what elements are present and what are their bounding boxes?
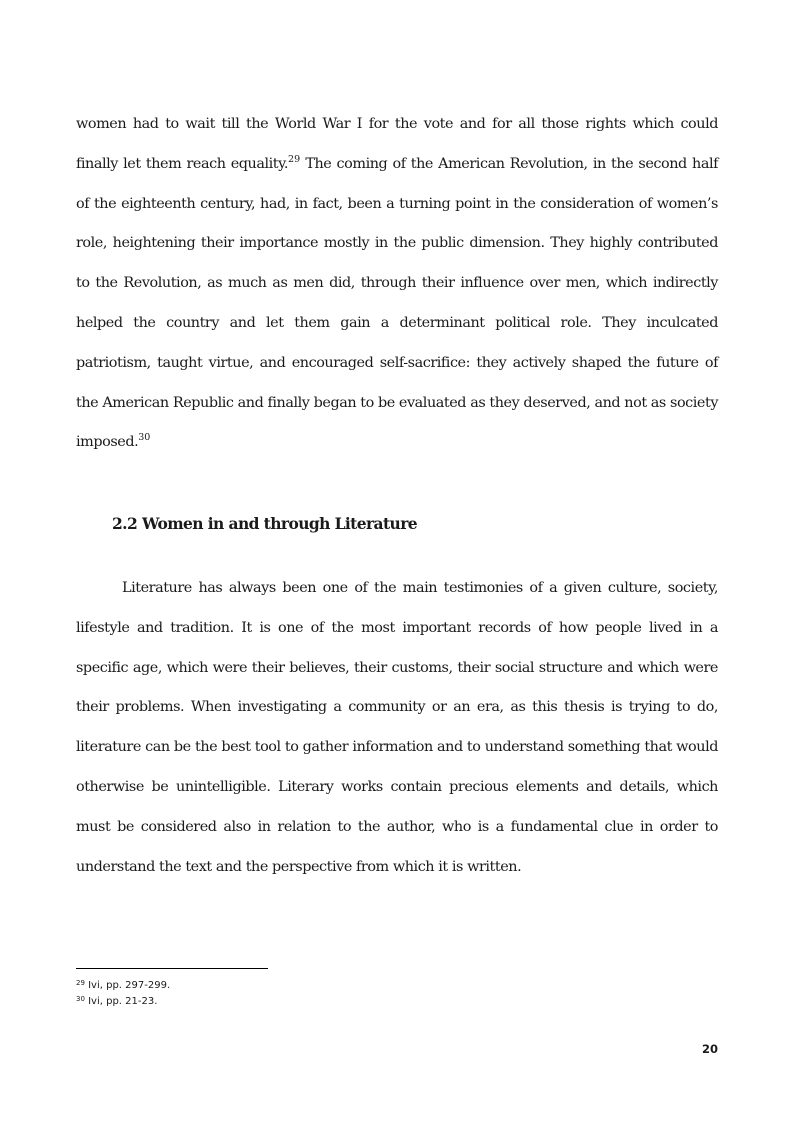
footnote-29 — [76, 978, 170, 994]
footnote-number: 30 — [76, 995, 85, 1003]
paragraph-1-text-a: women had to wait till the World War I for the vote and for all those rights which could finally let them reach equality. — [76, 116, 718, 172]
page-number: 20 — [701, 1042, 718, 1056]
footnote-number: 29 — [76, 979, 85, 987]
footnote-reference-29: 29 — [288, 153, 301, 165]
footnotes — [76, 978, 170, 1010]
footnote-separator — [76, 968, 268, 969]
body-paragraph-1 — [76, 105, 718, 463]
footnote-reference-30: 30 — [138, 432, 151, 444]
paragraph-1-text-b: The coming of the American Revolution, in the second half of the eighteenth century, had, in fact, been a turning point in the consideration of women’s role, heightening their importance mostly in the public dimension. They highly contributed to the Revolution, as much as men did, through their influence over men, which indirectly helped the country and let them gain a determinant political role. They inculcated patriotism, taught virtue, and encouraged self-sacrifice: they actively shaped the future of the American Republic and finally began to be evaluated as they deserved, and not as society imposed. — [76, 155, 718, 451]
body-paragraph-2: Literature has always been one of the main testimonies of a given culture, society, lifestyle and tradition. It is one of the most important records of how people lived in a specific age, which were their believes, their customs, their social structure and which were their problems. When investigating a community or an era, as this thesis is trying to do, literature can be the best tool to gather information and to understand something that would otherwise be unintelligible. Literary works contain precious elements and details, which must be considered also in relation to the author, who is a fundamental clue in order to understand the text and the perspective from which it is written. — [76, 580, 718, 875]
section-heading: 2.2 Women in and through Literature — [112, 514, 418, 533]
footnote-text: Ivi, pp. 297-299. — [84, 980, 171, 991]
footnote-30 — [76, 994, 170, 1010]
footnote-text: Ivi, pp. 21-23. — [84, 996, 158, 1007]
